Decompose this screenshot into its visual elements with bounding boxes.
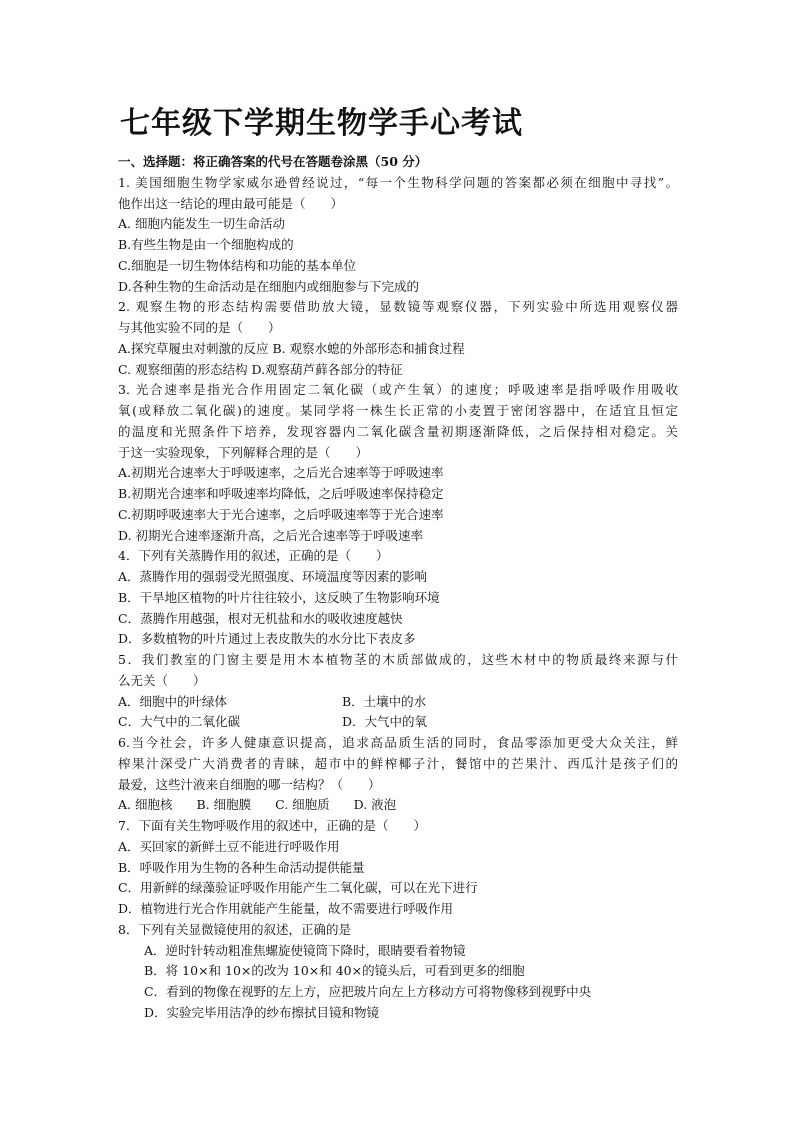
question-6-option-b: B. 细胞膜: [196, 797, 252, 813]
question-6-stem: 6.当今社会，许多人健康意识提高，追求高品质生活的同时，食品零添加更受大众关注，鲜: [118, 735, 678, 750]
question-4-stem: 4．下列有关蒸腾作用的叙述，正确的是（ ）: [118, 548, 389, 564]
question-1-option-b: B.有些生物是由一个细胞构成的: [118, 237, 294, 252]
question-4-option-d: D．多数植物的叶片通过上表皮散失的水分比下表皮多: [118, 631, 416, 647]
question-7-option-a: A．买回家的新鲜土豆不能进行呼吸作用: [118, 838, 340, 854]
question-8-option-a: A．逆时针转动粗准焦螺旋使镜筒下降时，眼睛要看着物镜: [144, 942, 466, 958]
question-8-option-d: D．实验完毕用洁净的纱布擦拭目镜和物镜: [144, 1004, 380, 1020]
question-3-stem-cont-3: 于这一实验现象，下列解释合理的是（ ）: [118, 444, 369, 460]
question-1-option-c: C.细胞是一切生物体结构和功能的基本单位: [118, 257, 357, 273]
question-3-option-c: C.初期呼吸速率大于光合速率，之后呼吸速率等于光合速率: [118, 506, 444, 522]
question-2-stem: 2. 观察生物的形态结构需要借助放大镜，显数镜等观察仪器，下列实验中所选用观察仪器: [118, 299, 678, 315]
question-4-option-b: B．干旱地区植物的叶片往往较小，这反映了生物影响环境: [118, 589, 440, 605]
question-5-options-cd: [118, 712, 678, 733]
question-5-option-c: C．大气中的二氧化碳: [118, 714, 241, 730]
question-4-option-c: C．蒸腾作用越强，根对无机盐和水的吸收速度越快: [118, 610, 403, 626]
question-8-option-c: C．看到的物像在视野的左上方，应把玻片向左上方移动方可将物像移到视野中央: [144, 984, 592, 999]
question-6-options: [118, 795, 678, 816]
page-title: 七年级下学期生物学手心考试: [120, 106, 523, 141]
question-5-options-ab: [118, 692, 678, 713]
question-5-option-d: D．大气中的氧: [342, 714, 428, 730]
question-3-option-d: D. 初期光合速率逐渐升高，之后光合速率等于呼吸速率: [118, 527, 424, 543]
question-6-option-c: C. 细胞质: [275, 797, 330, 813]
question-5-stem: 5．我们教室的门窗主要是用木本植物茎的木质部做成的，这些木材中的物质最终来源与什: [118, 652, 678, 667]
question-5-option-a: A．细胞中的叶绿体: [118, 693, 228, 709]
question-3-option-a: A.初期光合速率大于呼吸速率，之后光合速率等于呼吸速率: [118, 465, 444, 481]
question-1-option-d: D.各种生物的生命活动是在细胞内或细胞参与下完成的: [118, 278, 420, 294]
question-6-option-a: A. 细胞核: [118, 797, 173, 813]
exam-body: [118, 152, 678, 1024]
question-4-option-a: A．蒸腾作用的强弱受光照强度、环境温度等因素的影响: [118, 569, 428, 584]
question-1-option-a: A. 细胞内能发生一切生命活动: [118, 216, 285, 232]
question-1-stem-cont: 他作出这一结论的理由最可能是（ ）: [118, 195, 344, 211]
question-1-stem: 1. 美国细胞生物学家威尔逊曾经说过，“每一个生物科学问题的答案都必须在细胞中寻找”。: [118, 174, 678, 190]
question-7-option-b: B．呼吸作用为生物的各种生命活动提供能量: [118, 859, 365, 875]
question-5-stem-cont: 么无关（ ）: [118, 672, 206, 688]
section-heading: 一、选择题：将正确答案的代号在答题卷涂黑（50 分）: [118, 154, 428, 169]
question-7-option-d: D．植物进行光合作用就能产生能量，故不需要进行呼吸作用: [118, 901, 454, 916]
question-5-option-b: B．土壤中的水: [342, 693, 427, 709]
question-3-stem: 3. 光合速率是指光合作用固定二氧化碳（或产生氧）的速度；呼吸速率是指呼吸作用吸收: [118, 382, 678, 398]
question-2-stem-cont: 与其他实验不同的是（ ）: [118, 320, 281, 335]
question-6-option-d: D. 液泡: [353, 797, 397, 813]
question-2-options-cd: C. 观察细菌的形态结构 D.观察葫芦藓各部分的特征: [118, 361, 403, 377]
question-3-stem-cont-2: 的温度和光照条件下培养，发现容器内二氧化碳含量初期逐渐降低，之后保持相对稳定。关: [118, 423, 678, 439]
question-7-option-c: C．用新鲜的绿藻验证呼吸作用能产生二氧化碳，可以在光下进行: [118, 880, 478, 896]
question-6-stem-cont-1: 榨果汁深受广大消费者的青睐，超市中的鲜榨椰子汁，餐馆中的芒果汁、西瓜汁是孩子们的: [118, 755, 678, 771]
question-3-stem-cont-1: 氧(或释放二氧化碳)的速度。某同学将一株生长正常的小麦置于密闭容器中，在适宜且恒定: [118, 403, 678, 418]
question-8-stem: 8．下列有关显微镜使用的叙述，正确的是: [118, 921, 351, 937]
question-7-stem: 7．下面有关生物呼吸作用的叙述中，正确的是（ ）: [118, 818, 426, 833]
question-6-stem-cont-2: 最爱，这些汁液来自细胞的哪一结构？（ ）: [118, 776, 381, 792]
question-8-option-b: B．将 10×和 10×的改为 10×和 40×的镜头后，可看到更多的细胞: [144, 963, 525, 979]
question-3-option-b: B.初期光合速率和呼吸速率均降低，之后呼吸速率保持稳定: [118, 486, 444, 501]
question-2-options-ab: A.探究草履虫对刺激的反应 B. 观察水螅的外部形态和捕食过程: [118, 340, 465, 356]
